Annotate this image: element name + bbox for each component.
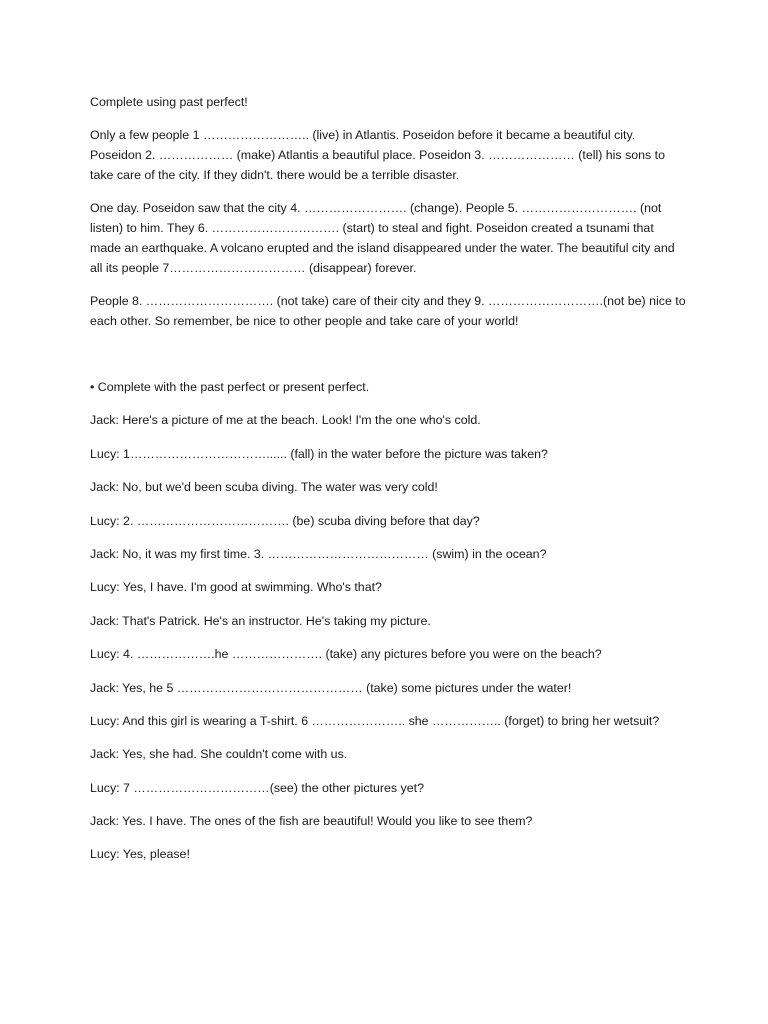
dialogue-line: Jack: Yes. I have. The ones of the fish are beautiful! Would you like to see them? xyxy=(90,814,533,829)
dialogue-line: Jack: Yes, he 5 ……………………………………… (take) some pictures under the water! xyxy=(90,680,572,695)
paragraph-atlantis-3: People 8. …………………………. (not take) care of their city and they 9. ……………………….(not be) nice to each other. So remember, be nice to other people and take care of your world! xyxy=(90,294,686,328)
dialogue-line: Lucy: 7 ……………………………(see) the other pictures yet? xyxy=(90,780,424,795)
dialogue-line: Lucy: Yes, I have. I'm good at swimming. Who's that? xyxy=(90,580,382,595)
section2 xyxy=(90,377,690,864)
dialogue-line: Lucy: 2. ………………………………. (be) scuba diving before that day? xyxy=(90,513,480,528)
section2-title: • Complete with the past perfect or present perfect. xyxy=(90,380,370,394)
dialogue-line: Lucy: And this girl is wearing a T-shirt. 6 ………………….. she …………….. (forget) to bring her wetsuit? xyxy=(90,713,660,728)
dialogue-line: Lucy: 4. ……………….he …………………. (take) any pictures before you were on the beach? xyxy=(90,647,602,662)
dialogue-line: Jack: That's Patrick. He's an instructor. He's taking my picture. xyxy=(90,613,431,628)
paragraph-atlantis-2: One day. Poseidon saw that the city 4. ……………………. (change). People 5. ………………………. (not listen) to him. They 6. …………………………. (start) to steal and fight. Poseidon created a tsunami that made an earthquake. A volcano erupted and the island disappeared under the water. The beautiful city and all its people 7…………………………… (disappear) forever. xyxy=(90,201,675,275)
section1-title: Complete using past perfect! xyxy=(90,95,248,109)
dialogue-line: Jack: No, it was my first time. 3. ………………………………… (swim) in the ocean? xyxy=(90,546,547,561)
dialogue-line: Lucy: Yes, please! xyxy=(90,847,190,862)
paragraph-atlantis-1: Only a few people 1 …………………….. (live) in Atlantis. Poseidon before it became a beautiful city. Poseidon 2. ……………… (make) Atlantis a beautiful place. Poseidon 3. ………………… (tell) his sons to take care of the city. If they didn't. there would be a terrible disaster. xyxy=(90,128,666,182)
dialogue-line: Lucy: 1……………………………...... (fall) in the water before the picture was taken? xyxy=(90,446,548,461)
worksheet-page xyxy=(90,92,690,878)
dialogue-line: Jack: Yes, she had. She couldn't come with us. xyxy=(90,747,348,762)
dialogue-line: Jack: Here's a picture of me at the beach. Look! I'm the one who's cold. xyxy=(90,413,481,428)
dialogue-line: Jack: No, but we'd been scuba diving. The water was very cold! xyxy=(90,480,438,495)
